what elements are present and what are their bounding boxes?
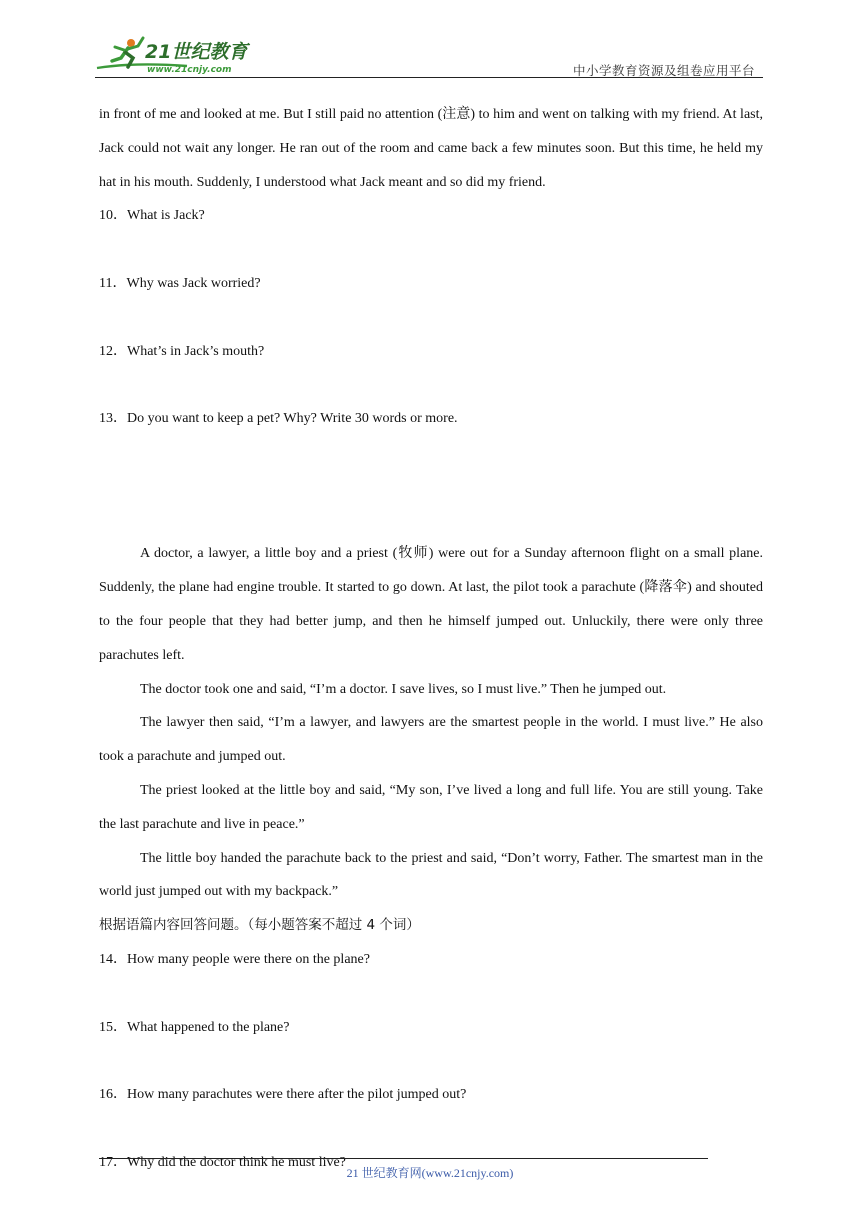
question-14 <box>99 943 763 1011</box>
answer-space <box>99 470 763 538</box>
question-number: 11． <box>99 275 127 291</box>
question-text: What’s in Jack’s mouth? <box>127 343 265 359</box>
question-number: 10． <box>99 208 127 224</box>
passage1-paragraph: in front of me and looked at me. But I still paid no attention (注意) to him and went on talking with my friend. At last, Jack could not wait any longer. He ran out of the room and came back a few minutes soon. But this time, he held my hat in his mouth. Suddenly, I understood what Jack meant and so did my friend. <box>99 107 763 190</box>
question-number: 14． <box>99 951 127 967</box>
logo-url: www.21cnjy.com <box>147 65 232 75</box>
runner-logo-icon <box>95 34 265 76</box>
question-text: What is Jack? <box>127 208 205 224</box>
question-number: 13． <box>99 411 127 427</box>
passage2-paragraph-4: The priest looked at the little boy and said, “My son, I’ve lived a long and full life. You are still young. Take the last parachute and live in peace.” <box>99 782 763 832</box>
passage2-instruction: 根据语篇内容回答问题。（每小题答案不超过 4 个词） <box>99 917 420 934</box>
footer-text: 21 世纪教育网(www.21cnjy.com) <box>346 1166 514 1180</box>
question-13 <box>99 402 763 470</box>
question-11 <box>99 267 763 335</box>
question-number: 15． <box>99 1019 127 1035</box>
question-16 <box>99 1078 763 1146</box>
question-number: 17． <box>99 1154 127 1170</box>
passage2-paragraph-2: The doctor took one and said, “I’m a doctor. I save lives, so I must live.” Then he jumped out. <box>140 681 667 697</box>
question-text: Why was Jack worried? <box>126 275 261 291</box>
question-text: How many parachutes were there after the pilot jumped out? <box>127 1087 467 1103</box>
header-divider <box>95 77 763 78</box>
passage2-paragraph-5: The little boy handed the parachute back to the priest and said, “Don’t worry, Father. The smartest man in the world just jumped out with my backpack.” <box>99 850 763 900</box>
question-15 <box>99 1011 763 1079</box>
question-number: 12． <box>99 343 127 359</box>
question-text: How many people were there on the plane? <box>127 951 370 967</box>
question-text: What happened to the plane? <box>127 1019 290 1035</box>
passage2-paragraph-1: A doctor, a lawyer, a little boy and a priest (牧师) were out for a Sunday afternoon flight on a small plane. Suddenly, the plane had engine trouble. It started to go down. At last, the pilot took a parachute (降落伞) and shouted to the four people that they had better jump, and then he himself jumped out. Unluckily, there were only three parachutes left. <box>99 546 763 663</box>
footer-divider <box>99 1158 708 1159</box>
document-body <box>99 98 763 1180</box>
question-number: 16． <box>99 1087 127 1103</box>
question-text: Why did the doctor think he must live? <box>127 1154 346 1170</box>
logo-text: 21世纪教育 <box>145 41 248 63</box>
logo <box>95 34 265 76</box>
page-header <box>95 30 763 80</box>
header-tagline: 中小学教育资源及组卷应用平台 <box>572 63 755 78</box>
question-text: Do you want to keep a pet? Why? Write 30 words or more. <box>127 411 458 427</box>
question-10 <box>99 199 763 267</box>
question-12 <box>99 335 763 403</box>
passage2-paragraph-3: The lawyer then said, “I’m a lawyer, and lawyers are the smartest people in the world. I must live.” He also took a parachute and jumped out. <box>99 715 763 765</box>
